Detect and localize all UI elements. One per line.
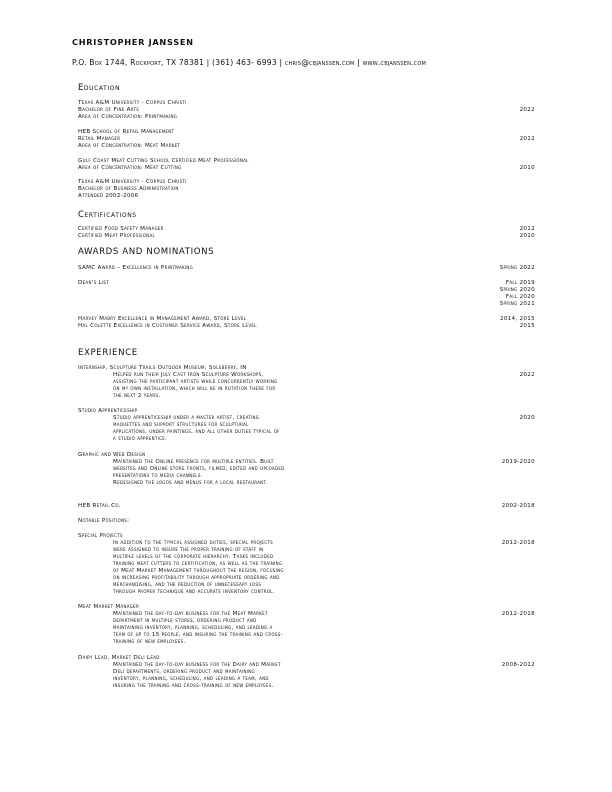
education-line: Area of Concentration: Meat Cutting bbox=[78, 165, 182, 171]
education-year: 2022 bbox=[519, 107, 535, 113]
position-desc-line: Maintained the day-to-day business for the Dairy and Market bbox=[113, 662, 281, 668]
experience-heading-line: Studio Apprenticeship bbox=[78, 408, 138, 414]
certification-item: Certified Food Safety Manager bbox=[78, 226, 164, 232]
education-line: Retail Manager bbox=[78, 136, 121, 142]
experience-year: 2022 bbox=[519, 372, 535, 378]
contact-line: P.O. Box 1744, Rockport, TX 78381 | (361) 463- 6993 | chris@cbjanssen.com | www.cbjanssen.com bbox=[72, 58, 426, 67]
position-year: 2008-2012 bbox=[501, 662, 535, 668]
award-year: Fall 2019 bbox=[505, 280, 535, 286]
position-desc-line: inventory, planning, scheduling, and leading a team, and bbox=[113, 676, 269, 682]
certification-item: Certified Meat Professional bbox=[78, 233, 156, 239]
position-desc-line: Deli departments, ordering product and maintaining bbox=[113, 669, 255, 675]
education-line: Texas A&M University - Corpus Christi bbox=[78, 100, 187, 106]
award-year: Spring 2021 bbox=[499, 301, 535, 307]
position-desc-line: maintaining inventory, planning, scheduling, and leading a bbox=[113, 625, 273, 631]
experience-desc-line: Maintained the Online presence for multiple entities. Built bbox=[113, 459, 274, 465]
position-heading: Special Projects bbox=[78, 533, 123, 539]
education-year: 2012 bbox=[519, 136, 535, 142]
experience-desc-line: assisting the participant artists while concurrently working bbox=[113, 379, 278, 385]
position-desc-line: on increasing profitability through appropriate ordering and bbox=[113, 575, 280, 581]
award-year: 2015 bbox=[519, 323, 535, 329]
education-line: Bachelor of Fine Arts bbox=[78, 107, 140, 113]
education-line: Attended 2002-2006 bbox=[78, 193, 139, 199]
position-desc-line: training of new employees. bbox=[113, 639, 186, 645]
position-desc-line: through proper technique and accurate inventory control. bbox=[113, 589, 275, 595]
employer-year: 2002-2018 bbox=[501, 503, 535, 509]
notable-positions-label: Notable Positions: bbox=[78, 518, 130, 524]
award-year: 2014, 2015 bbox=[499, 316, 535, 322]
award-item: Harvey Mabry Excellence in Management Award, Store Level bbox=[78, 316, 247, 322]
awards-heading: AWARDS AND NOMINATIONS bbox=[78, 247, 215, 257]
position-desc-line: team of up to 15 people, and insuring the training and cross- bbox=[113, 632, 283, 638]
education-line: Texas A&M University - Corpus Christi bbox=[78, 179, 187, 185]
experience-desc-line: presentations to media channels. bbox=[113, 473, 203, 479]
award-year: Spring 2020 bbox=[499, 287, 535, 293]
position-desc-line: Maintained the day-to-day business for the Meat Market bbox=[113, 611, 268, 617]
education-line: Area of Concentration: Meat Market bbox=[78, 143, 181, 149]
certification-year: 2010 bbox=[519, 233, 535, 239]
certification-year: 2012 bbox=[519, 226, 535, 232]
experience-year: 2020 bbox=[519, 415, 535, 421]
experience-desc-line: websites and Online store fronts, filmed, edited and uploaded bbox=[113, 466, 285, 472]
position-desc-line: In addition to the typical assigned duties, special projects bbox=[113, 540, 273, 546]
position-heading: Meat Market Manager bbox=[78, 604, 140, 610]
experience-desc-line: Redesigned the logos and menus for a local restaurant. bbox=[113, 480, 269, 486]
position-desc-line: were assigned to insure the proper training of staff in bbox=[113, 547, 264, 553]
position-desc-line: insuring the training and cross-training of new employees. bbox=[113, 683, 274, 689]
award-item: Dean's List bbox=[78, 280, 109, 286]
position-desc-line: department in multiple stores, ordering product and bbox=[113, 618, 257, 624]
education-heading: Education bbox=[78, 82, 121, 92]
position-desc-line: merchandising, and the reduction of unnecessary loss bbox=[113, 582, 262, 588]
education-line: Area of Concentration: Printmaking bbox=[78, 114, 178, 120]
experience-heading: EXPERIENCE bbox=[78, 348, 138, 358]
experience-desc-line: Studio apprenticeship under a master artist, creating bbox=[113, 415, 260, 421]
award-item: SAMC Award – Excellence in Printmaking bbox=[78, 265, 194, 271]
position-desc-line: multiple levels of the corporate hierarchy. Tasks included bbox=[113, 554, 274, 560]
award-item: Hal Colette Excellence in Customer Service Award, Store Level bbox=[78, 323, 257, 329]
education-line: HEB School of Retail Management bbox=[78, 129, 175, 135]
experience-desc-line: a studio apprentice. bbox=[113, 436, 168, 442]
position-year: 2012-2018 bbox=[501, 540, 535, 546]
education-line: Gulf Coast Meat Cutting School Certified Meat Professional bbox=[78, 158, 249, 164]
award-year: Fall 2020 bbox=[505, 294, 535, 300]
position-heading: Dairy Lead, Market Deli Lead bbox=[78, 655, 160, 661]
certifications-heading: Certifications bbox=[78, 209, 137, 219]
position-desc-line: training meat cutters to certification, as well as the training bbox=[113, 561, 283, 567]
education-line: Bachelor of Business Administration bbox=[78, 186, 179, 192]
experience-heading-line: Graphic and Web Design bbox=[78, 452, 146, 458]
candidate-name: CHRISTOPHER JANSSEN bbox=[72, 37, 194, 47]
experience-desc-line: Helped run their July Cast Iron Sculpture Workshops, bbox=[113, 372, 264, 378]
education-year: 2010 bbox=[519, 165, 535, 171]
position-year: 2012-2018 bbox=[501, 611, 535, 617]
experience-desc-line: the next 2 years. bbox=[113, 393, 161, 399]
experience-desc-line: applications, under paintings, and all other duties typical of bbox=[113, 429, 280, 435]
award-year: Spring 2022 bbox=[499, 265, 535, 271]
experience-year: 2019-2020 bbox=[501, 459, 535, 465]
experience-heading-line: Internship, Sculpture Trails Outdoor Museum, Solsberry, IN bbox=[78, 365, 247, 371]
experience-desc-line: maquettes and support structures for sculptural bbox=[113, 422, 249, 428]
position-desc-line: of Meat Market Management throughout the region, focusing bbox=[113, 568, 284, 574]
employer-name: HEB Retail Co. bbox=[78, 503, 121, 509]
experience-desc-line: on my own installation, which will be in rotation there for bbox=[113, 386, 276, 392]
